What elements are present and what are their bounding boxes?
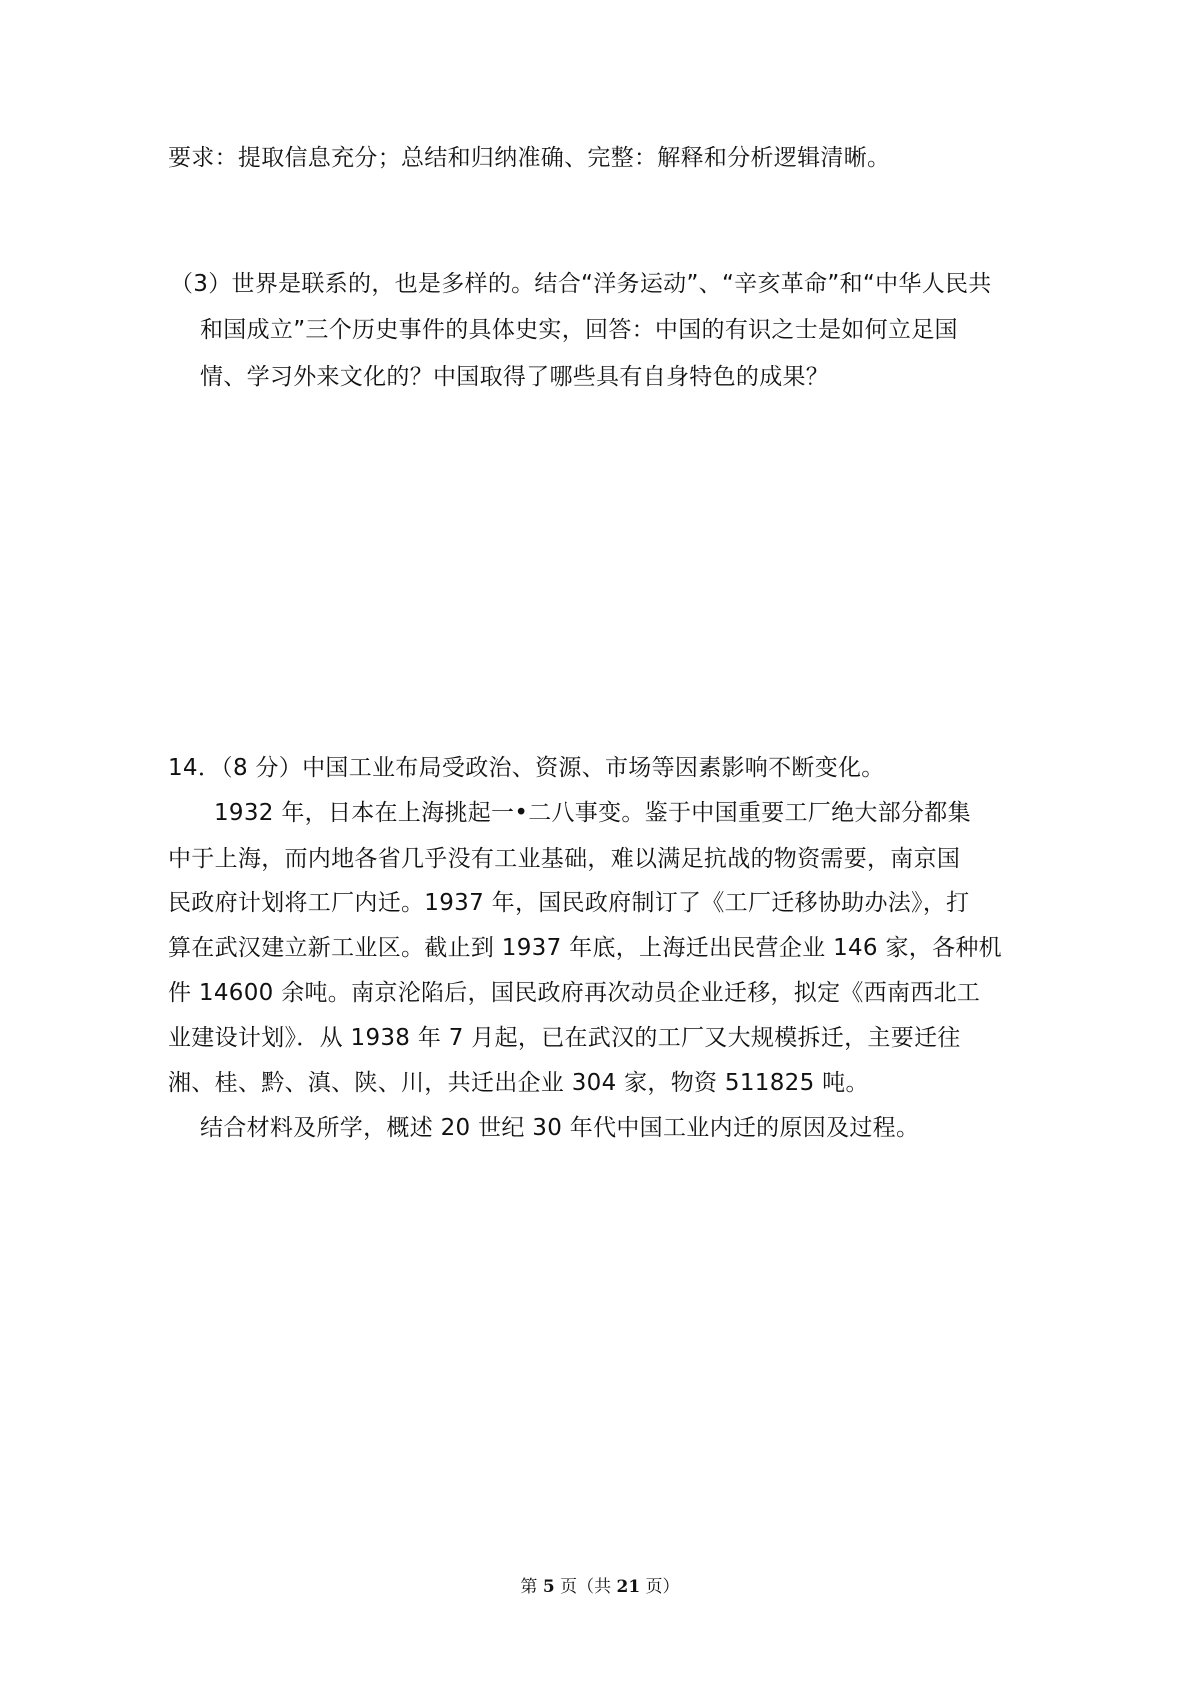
material-line-5: 件 14600 余吨。南京沦陷后，国民政府再次动员企业迁移，拟定《西南西北工 — [168, 980, 981, 1006]
material-line-7: 湘、桂、黔、滇、陕、川，共迁出企业 304 家，物资 511825 吨。 — [168, 1070, 869, 1096]
material-line-3: 民政府计划将工厂内迁。1937 年，国民政府制订了《工厂迁移协助办法》，打 — [168, 890, 970, 916]
material-line-6: 业建设计划》．从 1938 年 7 月起，已在武汉的工厂又大规模拆迁，主要迁往 — [168, 1025, 961, 1051]
requirement-text: 要求：提取信息充分；总结和归纳准确、完整：解释和分析逻辑清晰。 — [168, 145, 891, 171]
footer-middle: 页（共 — [554, 1577, 617, 1597]
material-line-2: 中于上海，而内地各省几乎没有工业基础，难以满足抗战的物资需要，南京国 — [168, 846, 961, 872]
question-14-prompt: 结合材料及所学，概述 20 世纪 30 年代中国工业内迁的原因及过程。 — [200, 1115, 920, 1141]
page-footer — [0, 1576, 1200, 1598]
footer-page-number: 5 — [542, 1577, 555, 1597]
footer-total-pages: 21 — [616, 1577, 641, 1597]
footer-prefix: 第 — [520, 1577, 543, 1597]
material-line-4: 算在武汉建立新工业区。截止到 1937 年底，上海迁出民营企业 146 家，各种机 — [168, 935, 1002, 961]
question-14-header: 14．（8 分）中国工业布局受政治、资源、市场等因素影响不断变化。 — [168, 755, 885, 781]
footer-suffix: 页） — [640, 1577, 680, 1597]
material-line-1: 1932 年，日本在上海挑起一•二八事变。鉴于中国重要工厂绝大部分都集 — [214, 800, 971, 826]
question-3-line-1: （3）世界是联系的，也是多样的。结合“洋务运动”、“辛亥革命”和“中华人民共 — [170, 271, 992, 297]
question-3-line-3: 情、学习外来文化的？中国取得了哪些具有自身特色的成果？ — [200, 364, 830, 390]
question-3-line-2: 和国成立”三个历史事件的具体史实，回答：中国的有识之士是如何立足国 — [200, 317, 958, 343]
